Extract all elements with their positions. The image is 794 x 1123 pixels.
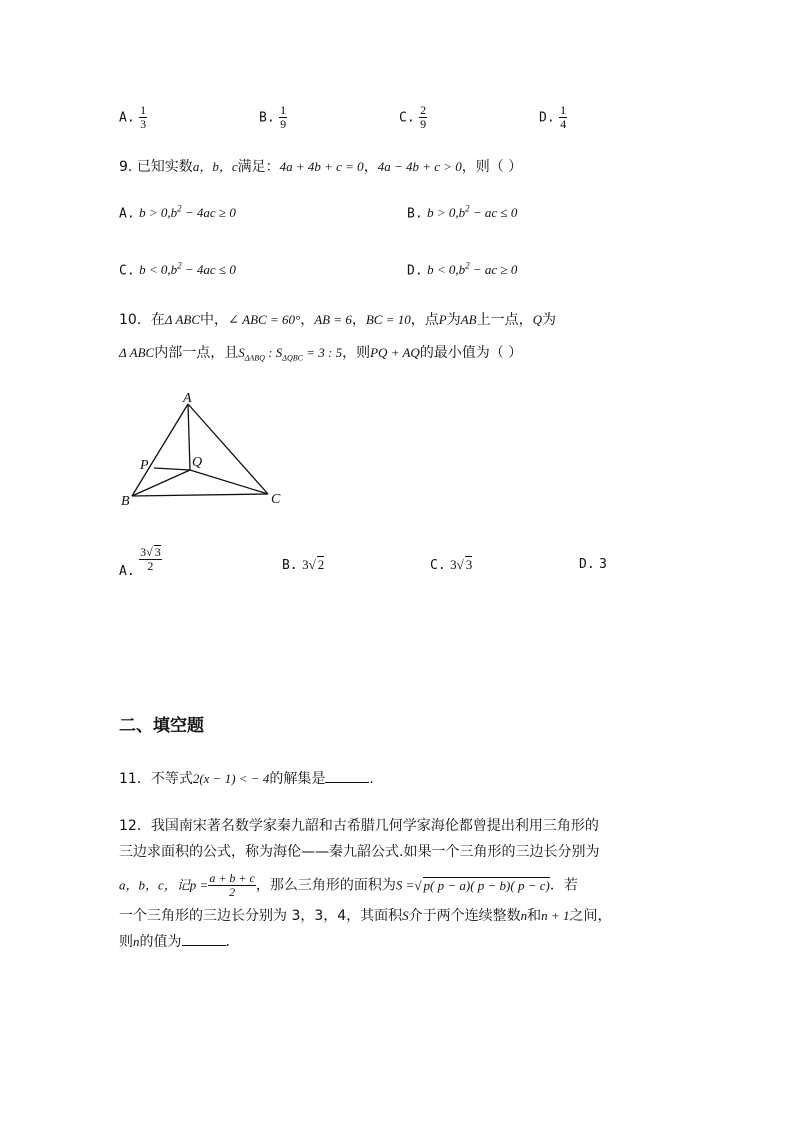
stem-text: 一个三角形的三边长分别为 3，3，4，其面积 (119, 908, 403, 924)
inequality-expr: 2(x − 1) < − 4 (192, 771, 270, 786)
stem-text: 11．不等式 (119, 771, 193, 787)
n-variable: n (520, 908, 528, 923)
denominator: 2 (147, 559, 154, 573)
denominator: 4 (560, 117, 567, 131)
q10-option-a (119, 545, 162, 579)
q10-option-c: C. 3√ 3 (430, 557, 473, 573)
option-label: B. (282, 558, 298, 573)
denominator: 2 (229, 885, 236, 899)
area-subscript: ΔQBC (282, 353, 303, 363)
q9-option-a (119, 204, 236, 221)
triangle-figure (110, 388, 300, 513)
section-heading: 二、填空题 (119, 716, 204, 736)
stem-text: 之间， (569, 908, 612, 924)
denominator: 3 (140, 117, 147, 131)
label-p: P (140, 458, 149, 473)
option-label: D. (579, 557, 595, 572)
stem-text: 内部一点，且 (154, 345, 239, 361)
stem-end: . (369, 771, 374, 787)
option-expression (427, 205, 517, 220)
stem-text: 的值为 (139, 934, 182, 950)
s-variable: S (402, 908, 409, 923)
label-c: C (271, 492, 281, 507)
option-label: B. (259, 110, 275, 126)
expr-main: b < 0,b (427, 262, 466, 278)
stem-text: 则 (119, 934, 133, 950)
stem-text: a，b，c，记 (119, 877, 190, 893)
variables: a，b，c (192, 159, 238, 174)
expr-rest: − 4ac ≤ 0 (181, 262, 236, 278)
expr-main: b > 0,b (139, 205, 178, 221)
fraction (139, 104, 147, 131)
stem-text: 上一点， (476, 312, 533, 328)
fraction (559, 104, 567, 131)
segment-bq-line (132, 470, 190, 496)
option-label: A. (119, 206, 135, 222)
area-symbol: S (238, 345, 245, 360)
exponent: 2 (177, 261, 182, 271)
q10-stem-line2 (119, 342, 522, 363)
numerator: 2 (420, 103, 427, 117)
q12-line2: 三边求面积的公式，称为海伦——秦九韶公式.如果一个三角形的三边长分别为 (119, 844, 600, 860)
stem-text: 的解集是 (269, 771, 326, 787)
q10-option-b: B. 3√ 2 (282, 557, 325, 573)
triangle-expr: Δ ABC (119, 345, 155, 360)
q9-option-d (407, 261, 517, 278)
option-label: A. (119, 564, 135, 579)
stem-text: 10．在 (119, 312, 165, 328)
option-value: 3 (599, 557, 607, 572)
q8-option-d (539, 104, 567, 131)
p-symbol: p = (189, 877, 209, 893)
stem-text: 介于两个连续整数 (408, 908, 521, 924)
radicand: 3 (465, 557, 473, 572)
stem-end: . (225, 934, 230, 950)
q12-line4 (119, 905, 611, 925)
ratio-value: = 3 : 5 (303, 345, 343, 360)
fraction (419, 104, 427, 131)
question-number: 9. (119, 159, 133, 175)
segment-cq-line (190, 470, 268, 494)
point-p: P (438, 312, 447, 327)
exponent: 2 (177, 204, 182, 214)
q8-option-c (399, 104, 427, 131)
option-expression (139, 262, 236, 277)
point-q: Q (532, 312, 542, 327)
q12-line5 (119, 931, 230, 951)
label-a: A (183, 391, 192, 406)
q11-stem (119, 768, 374, 788)
expr-rest: − 4ac ≥ 0 (181, 205, 236, 221)
option-label: C. (399, 110, 415, 126)
ab-expr: AB = 6 (314, 312, 352, 327)
q10-option-d (579, 556, 607, 572)
stem-text: 中， (200, 312, 229, 328)
option-label: C. (119, 263, 135, 279)
n-variable: n (133, 934, 140, 949)
s-symbol: S = (395, 877, 415, 893)
separator: ， (351, 312, 366, 328)
fraction (279, 104, 287, 131)
answer-blank[interactable] (325, 782, 369, 783)
q9-option-b (407, 204, 517, 221)
numerator: 1 (280, 103, 287, 117)
q12-line3: a，b，c，记p = $\frac{a + b + c}{2}$ ，那么三角形的面积为S =√ p( p − a)( p − b)( p − c)．若 (119, 871, 578, 899)
q10-stem-line1 (119, 309, 556, 329)
bc-expr: BC = 10 (365, 312, 411, 327)
sum-expr: PQ + AQ (370, 345, 420, 360)
numerator: a + b + c (209, 871, 255, 885)
stem-text: 和 (527, 908, 542, 924)
expr-rest: − ac ≥ 0 (469, 262, 518, 278)
stem-text: ．若 (549, 877, 578, 894)
stem-text: ，那么三角形的面积为 (255, 877, 396, 894)
denominator: 9 (420, 117, 427, 131)
p-fraction (208, 872, 256, 899)
numerator: 3√ 3 (140, 545, 161, 559)
q8-option-a (119, 104, 147, 131)
option-label: D. (407, 263, 423, 279)
segment-pq-line (154, 468, 190, 470)
area-symbol: S (275, 345, 283, 360)
stem-text: 的最小值为（ ） (419, 345, 523, 361)
answer-blank[interactable] (182, 945, 226, 946)
numerator: 1 (560, 103, 567, 117)
label-b: B (121, 494, 130, 509)
segment-ab-line (132, 404, 188, 496)
area-subscript: ΔABQ (244, 353, 265, 363)
option-label: B. (407, 206, 423, 222)
stem-text: 为 (446, 312, 461, 328)
q8-option-b (259, 104, 287, 131)
coefficient: 3 (450, 557, 457, 572)
segment-aq-line (188, 404, 190, 470)
label-q: Q (192, 455, 203, 470)
segment-ac-line (188, 404, 268, 494)
stem-text: 为 (541, 312, 556, 328)
option-expression (427, 262, 517, 277)
q9-stem (119, 156, 522, 176)
exponent: 2 (465, 204, 470, 214)
condition-1: 4a + 4b + c = 0 (279, 159, 364, 174)
option-label: D. (539, 110, 555, 126)
stem-text: 已知实数 (136, 159, 193, 175)
option-label: A. (119, 110, 135, 126)
radicand: 3 (154, 545, 161, 559)
option-expression (139, 205, 236, 220)
segment-bc-line (132, 494, 268, 496)
exponent: 2 (465, 261, 470, 271)
coefficient: 3 (140, 545, 147, 559)
ratio-colon: : (264, 345, 276, 360)
radicand: 2 (317, 557, 325, 572)
q9-option-c (119, 261, 236, 278)
n-plus-one: n + 1 (541, 908, 570, 923)
segment-ab: AB (460, 312, 477, 327)
expr-rest: − ac ≤ 0 (469, 205, 518, 221)
numerator: 1 (140, 103, 147, 117)
coefficient: 3 (302, 557, 309, 572)
expr-main: b < 0,b (139, 262, 178, 278)
q12-line1: 12．我国南宋著名数学家秦九韶和古希腊几何学家海伦都曾提出利用三角形的 (119, 818, 599, 834)
stem-text: 满足： (237, 159, 280, 175)
stem-text: ，则 (342, 345, 371, 361)
separator: ， (363, 159, 378, 175)
denominator: 9 (280, 117, 287, 131)
expr-main: b > 0,b (427, 205, 466, 221)
angle-expr: ∠ ABC = 60° (228, 312, 301, 327)
stem-text: ，则（ ） (461, 159, 523, 175)
condition-2: 4a − 4b + c > 0 (377, 159, 462, 174)
option-label: C. (430, 558, 446, 573)
separator: ， (300, 312, 315, 328)
triangle-expr: Δ ABC (164, 312, 201, 327)
area-ratio (238, 345, 343, 363)
fraction (139, 545, 162, 573)
stem-text: ，点 (410, 312, 439, 328)
heron-radicand: p( p − a)( p − b)( p − c) (423, 877, 550, 893)
